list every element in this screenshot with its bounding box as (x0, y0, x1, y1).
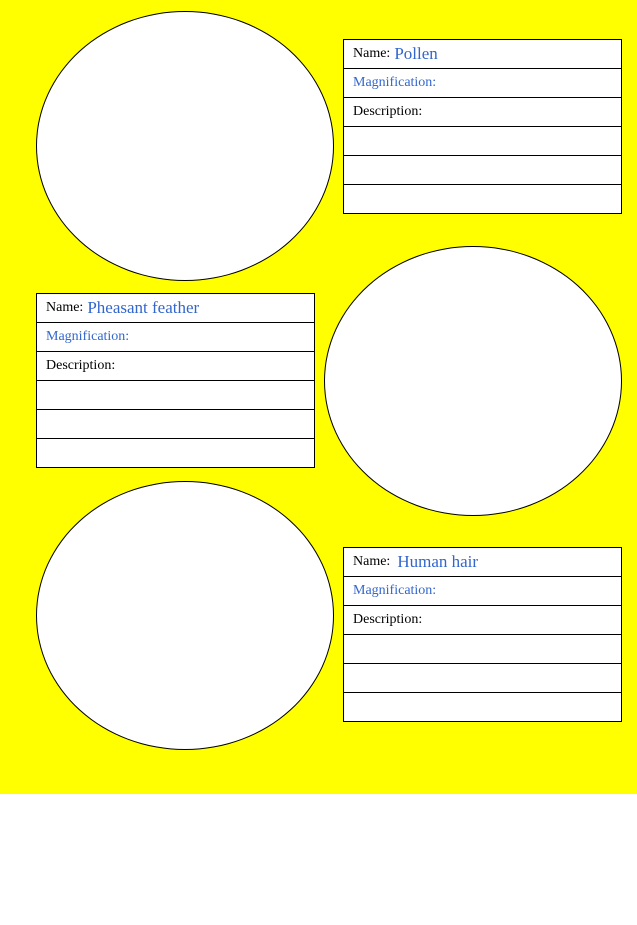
specimen-view-circle-pollen (36, 11, 334, 281)
description-line[interactable] (344, 127, 621, 156)
specimen-card-pheasant-feather (36, 293, 315, 468)
magnification-row[interactable] (344, 69, 621, 98)
description-row[interactable] (344, 606, 621, 635)
description-line[interactable] (37, 410, 314, 439)
name-label: Name: (46, 300, 84, 315)
magnification-label: Magnification: (46, 329, 130, 344)
name-label: Name: (353, 554, 391, 569)
description-line[interactable] (344, 693, 621, 721)
specimen-card-human-hair (343, 547, 622, 722)
magnification-label: Magnification: (353, 75, 437, 90)
description-label: Description: (353, 104, 423, 119)
description-line[interactable] (344, 664, 621, 693)
name-row (344, 40, 621, 69)
description-line[interactable] (37, 381, 314, 410)
magnification-row[interactable] (37, 323, 314, 352)
specimen-view-circle-human-hair (36, 481, 334, 750)
magnification-label: Magnification: (353, 583, 437, 598)
specimen-card-pollen (343, 39, 622, 214)
description-line[interactable] (344, 635, 621, 664)
name-value: Pollen (394, 44, 438, 63)
specimen-view-circle-pheasant-feather (324, 246, 622, 516)
description-line[interactable] (344, 156, 621, 185)
description-row[interactable] (344, 98, 621, 127)
description-label: Description: (353, 612, 423, 627)
name-value: Pheasant feather (87, 298, 200, 317)
description-line[interactable] (344, 185, 621, 213)
magnification-row[interactable] (344, 577, 621, 606)
name-value: Human hair (397, 552, 479, 571)
description-row[interactable] (37, 352, 314, 381)
name-label: Name: (353, 46, 391, 61)
name-row (37, 294, 314, 323)
description-line[interactable] (37, 439, 314, 467)
description-label: Description: (46, 358, 116, 373)
name-row (344, 548, 621, 577)
